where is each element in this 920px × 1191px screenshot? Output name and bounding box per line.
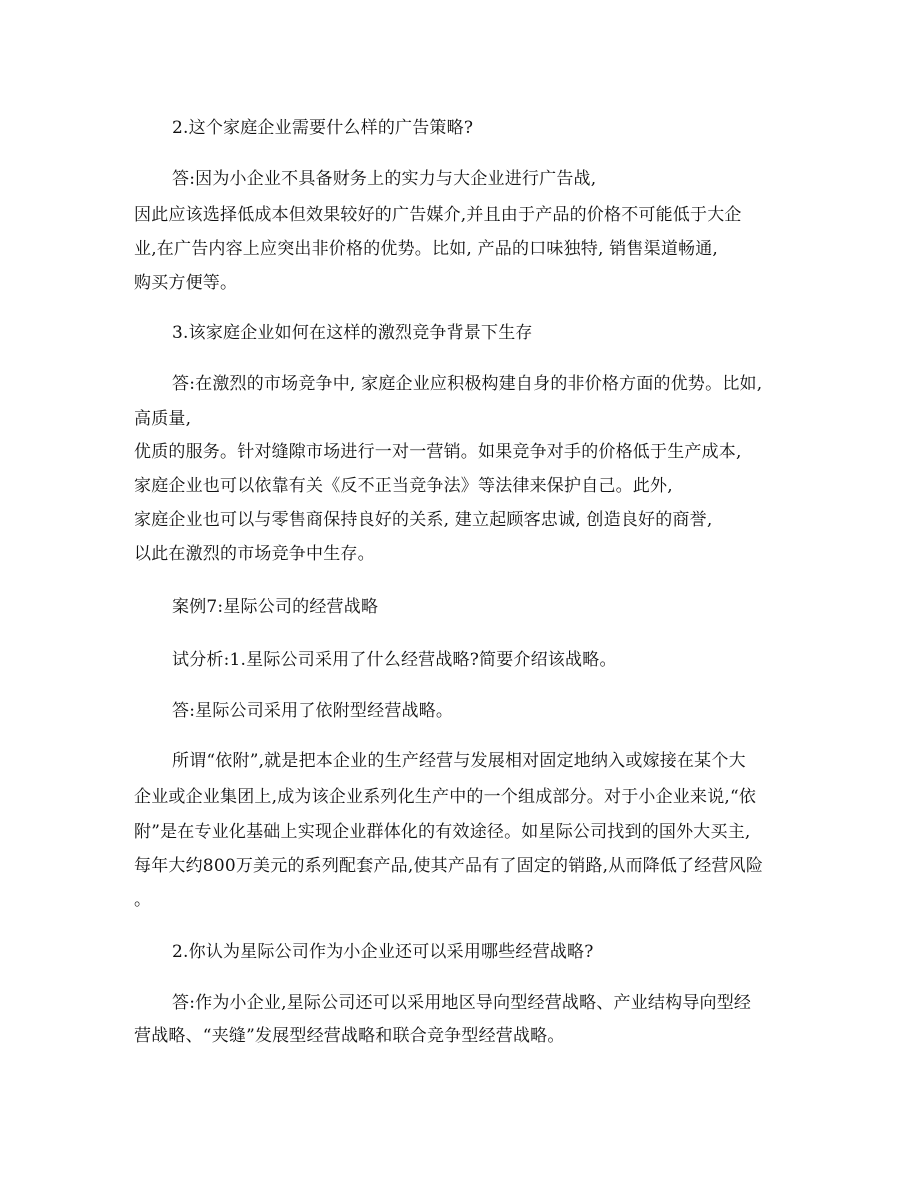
- explanation-line-4: 每年大约800万美元的系列配套产品,使其产品有了固定的销路,从而降低了经营风险: [134, 856, 764, 876]
- answer-3-line-4: 家庭企业也可以依靠有关《反不正当竞争法》等法律来保护自己。此外,: [134, 476, 673, 496]
- question-2-title: 2.这个家庭企业需要什么样的广告策略?: [172, 118, 474, 138]
- answer-2-line-2: 因此应该选择低成本但效果较好的广告媒介,并且由于产品的价格不可能低于大企: [134, 205, 742, 225]
- analysis-answer-2-line-2: 营战略、“夹缝”发展型经营战略和联合竞争型经营战略。: [134, 1026, 565, 1046]
- answer-3-line-3: 优质的服务。针对缝隙市场进行一对一营销。如果竞争对手的价格低于生产成本,: [134, 442, 742, 462]
- explanation-line-1: 所谓“依附”,就是把本企业的生产经营与发展相对固定地纳入或嫁接在某个大: [172, 751, 746, 771]
- analysis-question-1: 试分析:1.星际公司采用了什么经营战略?简要介绍该战略。: [172, 650, 617, 670]
- analysis-answer-2-line-1: 答:作为小企业,星际公司还可以采用地区导向型经营战略、产业结构导向型经: [172, 993, 752, 1013]
- explanation-line-5: 。: [134, 890, 152, 910]
- answer-3-line-2: 高质量,: [134, 409, 192, 429]
- case-title: 案例7:星际公司的经营战略: [172, 597, 379, 617]
- answer-3-line-6: 以此在激烈的市场竞争中生存。: [134, 544, 375, 564]
- answer-2-line-1: 答:因为小企业不具备财务上的实力与大企业进行广告战,: [172, 169, 597, 189]
- analysis-answer-1: 答:星际公司采用了依附型经营战略。: [172, 701, 454, 721]
- answer-3-line-5: 家庭企业也可以与零售商保持良好的关系, 建立起顾客忠诚, 创造良好的商誉,: [134, 510, 713, 530]
- explanation-line-3: 附”是在专业化基础上实现企业群体化的有效途径。如星际公司找到的国外大买主,: [134, 822, 751, 842]
- question-3-title: 3.该家庭企业如何在这样的激烈竞争背景下生存: [172, 323, 533, 343]
- answer-3-line-1: 答:在激烈的市场竞争中, 家庭企业应积极构建自身的非价格方面的优势。比如,: [172, 374, 763, 394]
- explanation-line-2: 企业或企业集团上,成为该企业系列化生产中的一个组成部分。对于小企业来说,“依: [134, 787, 757, 807]
- analysis-question-2: 2.你认为星际公司作为小企业还可以采用哪些经营战略?: [172, 942, 594, 962]
- answer-2-line-3: 业,在广告内容上应突出非价格的优势。比如, 产品的口味独特, 销售渠道畅通,: [134, 239, 719, 259]
- answer-2-line-4: 购买方便等。: [134, 273, 238, 293]
